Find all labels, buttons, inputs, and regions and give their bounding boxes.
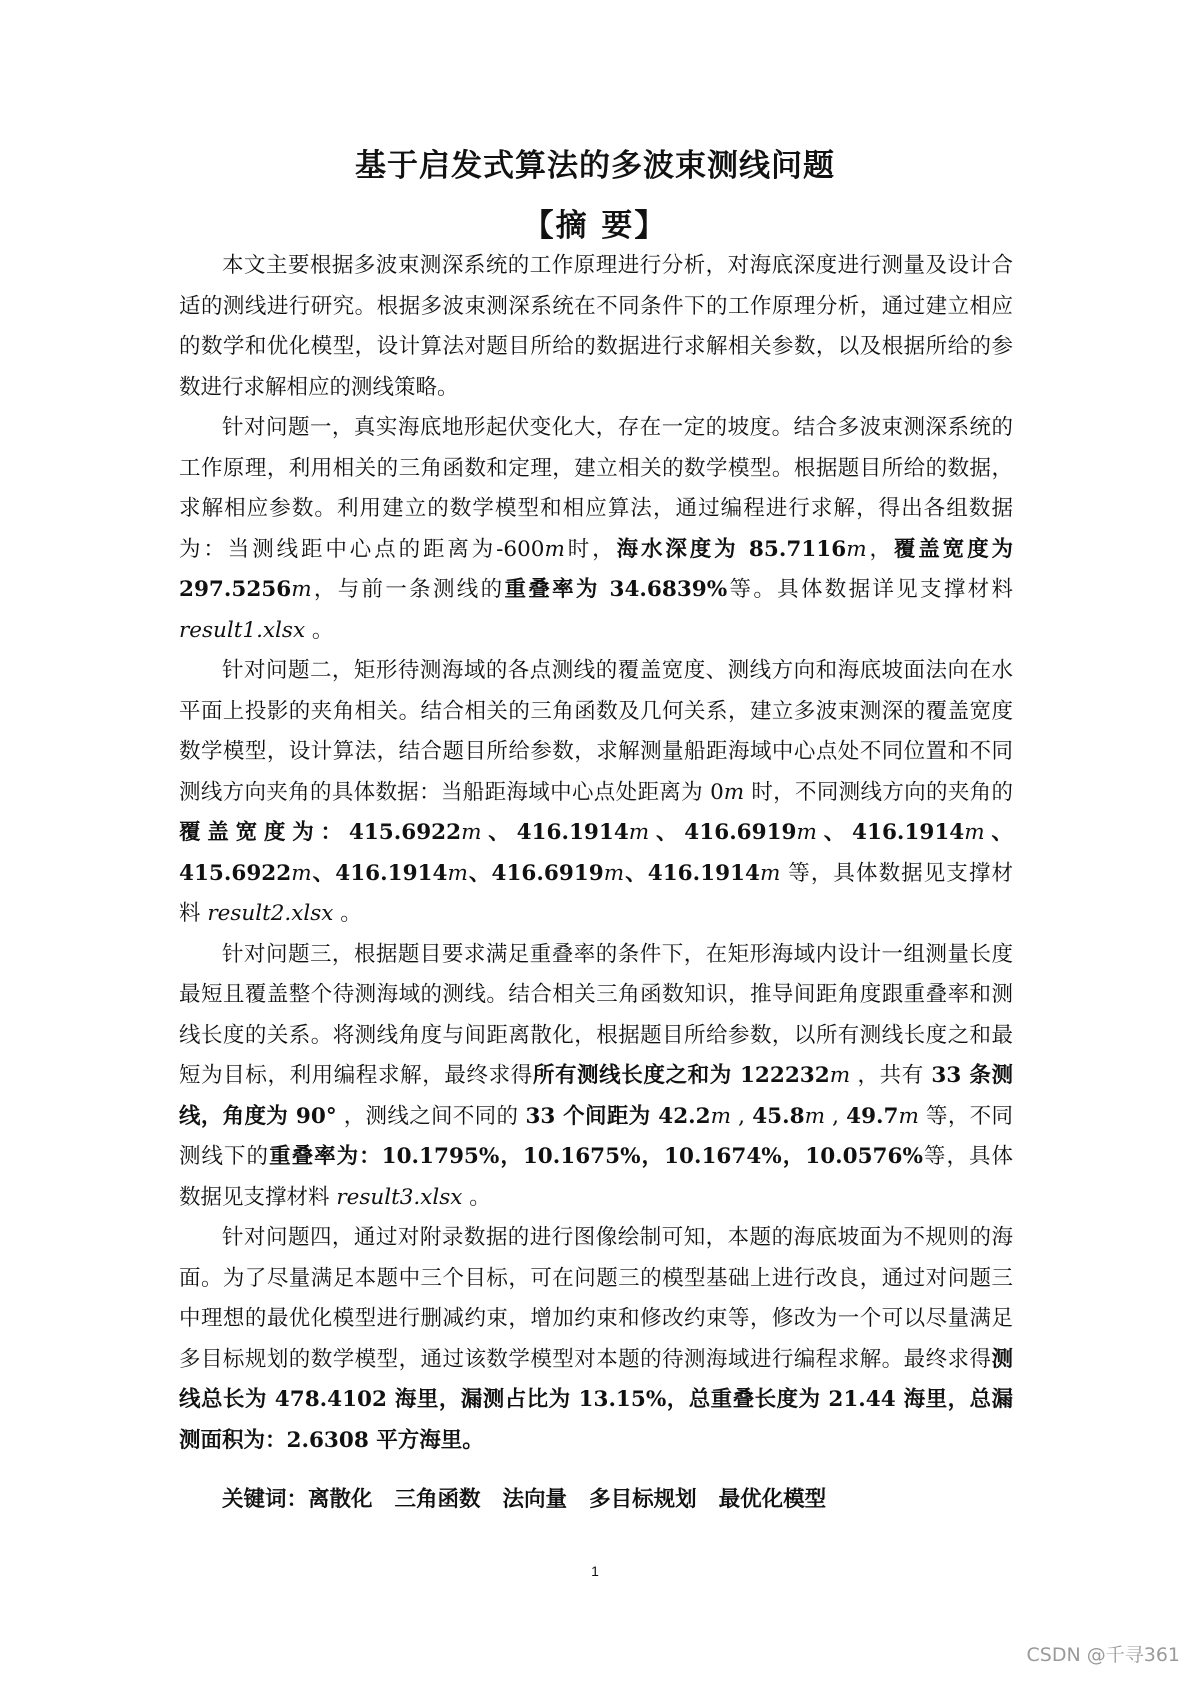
abstract-heading: 【摘 要】 [522, 208, 668, 244]
paragraph-segment: 。 [462, 1184, 491, 1210]
abstract-paragraph [179, 935, 1013, 1219]
paragraph-segment: 针对问题二，矩形待测海域的各点测线的覆盖宽度、测线方向和海底坡面法向在水平面上投影的夹角相关。结合相关的三角函数及几何关系，建立多波束测深的覆盖宽度数学模型，设计算法，结合题目所给参数，求解测量船距海域中心点处不同位置和不同测线方向夹角的具体数据：当船距海域中心点处距离为 0 [179, 658, 1013, 805]
paragraph-segment: m [447, 860, 468, 886]
keyword: 多目标规划 [589, 1487, 697, 1512]
paragraph-segment: m [628, 820, 650, 845]
paragraph-segment: 覆盖宽度为 297.5256 [179, 536, 1013, 602]
paragraph-segment: m [846, 536, 867, 562]
paragraph-segment: ，与前一条测线的 [311, 577, 505, 602]
paragraph-segment: 等。具体数据详见支撑材料 [727, 577, 1013, 602]
paragraph-segment: 针对问题三，根据题目要求满足重叠率的条件下，在矩形海域内设计一组测量长度最短且覆盖整个待测海域的测线。结合相关三角函数知识，推导间距角度跟重叠率和测线长度的关系。将测线角度与间距离散化，根据题目所给参数，以所有测线长度之和最短为目标，利用编程求解，最终求得 [179, 941, 1013, 1088]
paragraph-segment: 重叠率为 34.6839% [504, 577, 728, 602]
paragraph-segment: 所有测线长度之和为 122232 [532, 1063, 830, 1088]
keyword: 最优化模型 [718, 1487, 827, 1512]
paragraph-segment: m [796, 820, 817, 845]
paragraph-segment: ，测线之间不同的 [336, 1103, 526, 1129]
paragraph-segment: 等，不同测线下的 [179, 1103, 1013, 1169]
paragraph-segment: ，共有 [850, 1063, 932, 1088]
paragraph-segment: 、416.1914 [481, 820, 629, 845]
paragraph-segment: m [544, 536, 565, 562]
abstract-paragraph [179, 408, 1013, 651]
paragraph-segment: result1.xlsx [179, 617, 306, 643]
abstract-body [179, 246, 1013, 1521]
paragraph-segment: m [759, 860, 781, 886]
paragraph-segment: 。 [305, 617, 334, 643]
paragraph-segment: 针对问题四，通过对附录数据的进行图像绘制可知，本题的海底坡面为不规则的海面。为了尽量满足本题中三个目标，可在问题三的模型基础上进行改良，通过对问题三中理想的最优化模型进行删减约束，增加约束和修改约束等，修改为一个可以尽量满足多目标规划的数学模型，通过该数学模型对本题的待测海域进行编程求解。最终求得 [179, 1225, 1013, 1372]
paragraph-segment: result2.xlsx [207, 901, 334, 926]
paragraph-segment: 针对问题一，真实海底地形起伏变化大，存在一定的坡度。结合多波束测深系统的工作原理，利用相关的三角函数和定理，建立相关的数学模型。根据题目所给的数据，求解相应参数。利用建立的数学模型和相应算法，通过编程进行求解，得出各组数据为：当测线距中心点的距离为-600 [179, 415, 1013, 562]
paragraph-segment: 、416.1914 [311, 860, 448, 886]
keyword: 三角函数 [394, 1487, 481, 1512]
abstract-paragraphs [179, 246, 1013, 1461]
paragraph-segment: 45.8 [752, 1103, 805, 1129]
paragraph-segment: 33 条测线，角度为 90° [179, 1063, 1013, 1129]
paragraph-segment: 、416.6919 [467, 860, 604, 886]
paragraph-segment: m [723, 779, 745, 805]
paragraph-segment: m [964, 820, 985, 845]
keywords-line [179, 1480, 1013, 1521]
paragraph-segment: 、416.6919 [649, 820, 797, 845]
keyword: 法向量 [502, 1487, 568, 1512]
paragraph-segment: 等，具体数据见支撑材料 [179, 1144, 1013, 1210]
paragraph-segment: 、416.1914 [816, 820, 965, 845]
paragraph-segment: , [731, 1103, 753, 1129]
paragraph-segment: 49.7 [846, 1103, 899, 1129]
paragraph-segment: 等，具体数据见支撑材料 [179, 860, 1013, 926]
paragraph-segment: 本文主要根据多波束测深系统的工作原理进行分析，对海底深度进行测量及设计合适的测线进行研究。根据多波束测深系统在不同条件下的工作原理分析，通过建立相应的数学和优化模型，设计算法对题目所给的数据进行求解相关参数，以及根据所给的参数进行求解相应的测线策略。 [179, 253, 1013, 400]
abstract-paragraph [179, 1218, 1013, 1461]
paragraph-segment: m [603, 860, 625, 886]
abstract-paragraph [179, 651, 1013, 935]
paper-title: 基于启发式算法的多波束测线问题 [355, 148, 835, 184]
paragraph-segment: m [829, 1063, 851, 1088]
paragraph-segment: 重叠率为：10.1795%，10.1675%，10.1674%，10.0576% [269, 1144, 923, 1169]
page-number: 1 [591, 1563, 599, 1579]
paragraph-segment: result3.xlsx [336, 1184, 463, 1210]
csdn-watermark: CSDN @千寻361 [1026, 1644, 1180, 1666]
paragraph-segment: 测线总长为 478.4102 海里，漏测占比为 13.15%，总重叠长度为 21.44 海里，总漏测面积为：2.6308 平方海里。 [179, 1346, 1013, 1453]
paragraph-segment: 33 个间距为 42.2 [525, 1103, 711, 1129]
keywords-label: 关键词： [222, 1487, 309, 1512]
paragraph-segment: , [824, 1103, 847, 1129]
paragraph-segment: m [804, 1103, 825, 1129]
paragraph-segment: 海水深度为 85.7116 [616, 536, 847, 562]
paragraph-segment: 、416.1914 [624, 860, 760, 886]
paragraph-segment: 。 [333, 901, 362, 926]
paragraph-segment: m [291, 577, 312, 602]
paragraph-segment: m [898, 1103, 919, 1129]
paragraph-segment: m [291, 860, 312, 886]
abstract-paragraph [179, 246, 1013, 408]
paragraph-segment: 、415.6922 [179, 820, 1013, 886]
paragraph-segment: 时，不同测线方向的夹角的 [744, 779, 1013, 805]
paragraph-segment: m [710, 1103, 732, 1129]
paragraph-segment: m [461, 820, 482, 845]
paragraph-segment: 覆盖宽度为：415.6922 [179, 820, 462, 845]
paragraph-segment: 时， [564, 536, 617, 562]
paragraph-segment: ， [866, 536, 894, 562]
keyword: 离散化 [308, 1487, 373, 1512]
